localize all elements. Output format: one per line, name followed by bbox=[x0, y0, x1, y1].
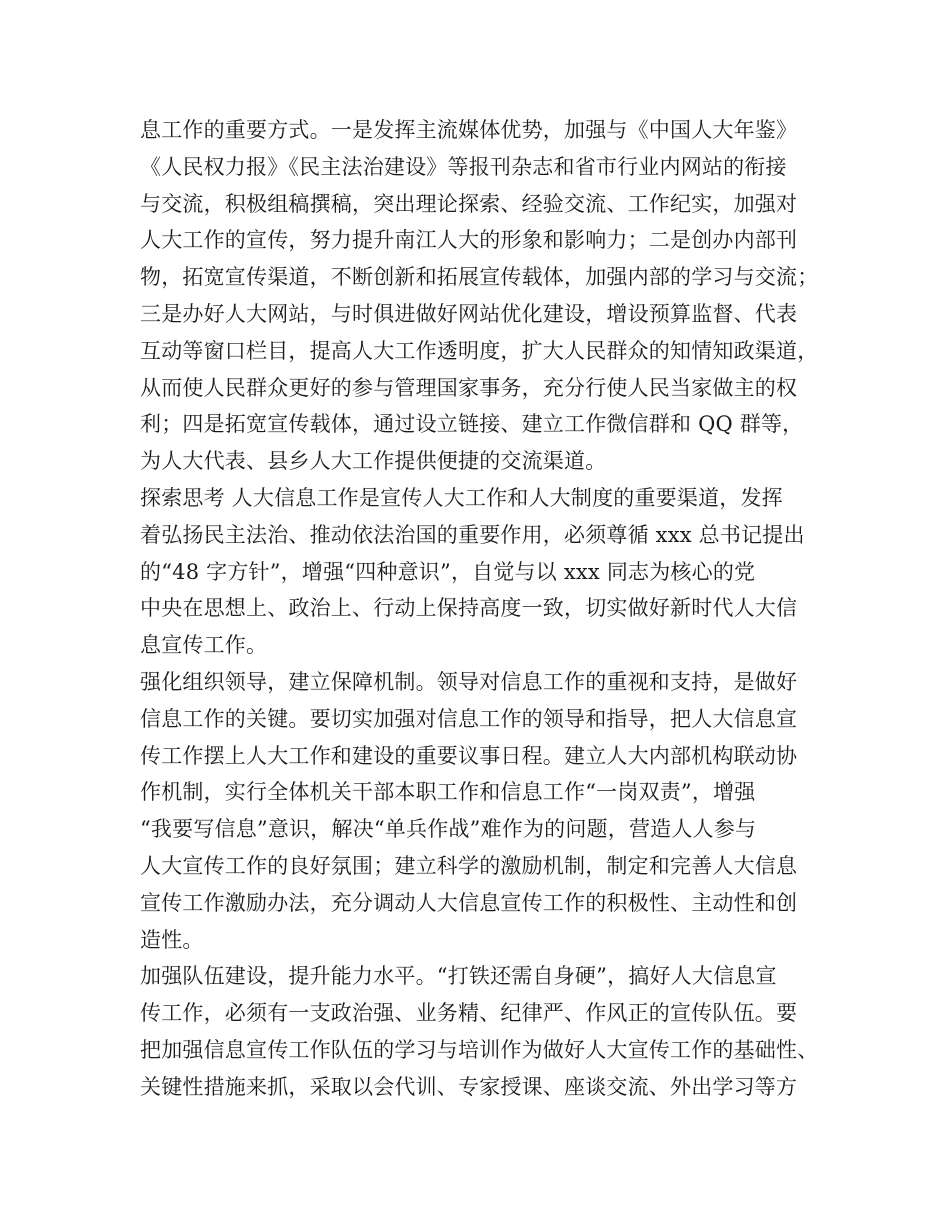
document-body bbox=[140, 112, 820, 1106]
text-line: 传工作，必须有一支政治强、业务精、纪律严、作风正的宣传队伍。要 bbox=[140, 1001, 798, 1026]
text-line: 作机制，实行全体机关干部本职工作和信息工作“一岗双责”，增强 bbox=[140, 780, 756, 805]
text-line: 造性。 bbox=[140, 927, 204, 952]
text-line: 信息工作的关键。要切实加强对信息工作的领导和指导，把人大信息宣 bbox=[140, 706, 798, 731]
text-line: 互动等窗口栏目，提高人大工作透明度，扩大人民群众的知情知政渠道， bbox=[140, 338, 819, 363]
text-line: 息工作的重要方式。一是发挥主流媒体优势，加强与《中国人大年鉴》 bbox=[140, 118, 798, 142]
text-line: 与交流，积极组稿撰稿，突出理论探索、经验交流、工作纪实，加强对 bbox=[140, 191, 798, 216]
text-line: 人大宣传工作的良好氛围；建立科学的激励机制，制定和完善人大信息 bbox=[140, 853, 798, 878]
text-line: 加强队伍建设，提升能力水平。“打铁还需自身硬”，搞好人大信息宣 bbox=[140, 964, 777, 989]
text-line: 物，拓宽宣传渠道，不断创新和拓展宣传载体，加强内部的学习与交流； bbox=[140, 265, 819, 290]
text-line: 从而使人民群众更好的参与管理国家事务，充分行使人民当家做主的权 bbox=[140, 375, 798, 400]
text-line: 强化组织领导，建立保障机制。领导对信息工作的重视和支持，是做好 bbox=[140, 669, 798, 694]
text-line: 探索思考 人大信息工作是宣传人大工作和人大制度的重要渠道，发挥 bbox=[140, 485, 783, 510]
text-line: 宣传工作激励办法，充分调动人大信息宣传工作的积极性、主动性和创 bbox=[140, 890, 798, 915]
text-line: 中央在思想上、政治上、行动上保持高度一致，切实做好新时代人大信 bbox=[140, 596, 798, 621]
text-line: 《人民权力报》《民主法治建设》等报刊杂志和省市行业内网站的衔接 bbox=[140, 154, 787, 179]
text-line: 人大工作的宣传，努力提升南江人大的形象和影响力；二是创办内部刊 bbox=[140, 228, 798, 253]
text-line: 传工作摆上人大工作和建设的重要议事日程。建立人大内部机构联动协 bbox=[140, 743, 798, 768]
text-line: “我要写信息”意识，解决“单兵作战”难作为的问题，营造人人参与 bbox=[140, 817, 757, 842]
text-line: 三是办好人大网站，与时俱进做好网站优化建设，增设预算监督、代表 bbox=[140, 301, 798, 326]
text-line: 把加强信息宣传工作队伍的学习与培训作为做好人大宣传工作的基础性、 bbox=[140, 1037, 819, 1062]
text-line: 的“48 字方针”，增强“四种意识”，自觉与以 xxx 同志为核心的党 bbox=[140, 559, 756, 584]
text-line: 利；四是拓宽宣传载体，通过设立链接、建立工作微信群和 QQ 群等， bbox=[140, 412, 804, 437]
text-line: 息宣传工作。 bbox=[140, 633, 268, 658]
text-line: 着弘扬民主法治、推动依法治国的重要作用，必须尊循 xxx 总书记提出 bbox=[140, 522, 805, 547]
text-line: 关键性措施来抓，采取以会代训、专家授课、座谈交流、外出学习等方 bbox=[140, 1074, 798, 1099]
text-line: 为人大代表、县乡人大工作提供便捷的交流渠道。 bbox=[140, 449, 607, 474]
